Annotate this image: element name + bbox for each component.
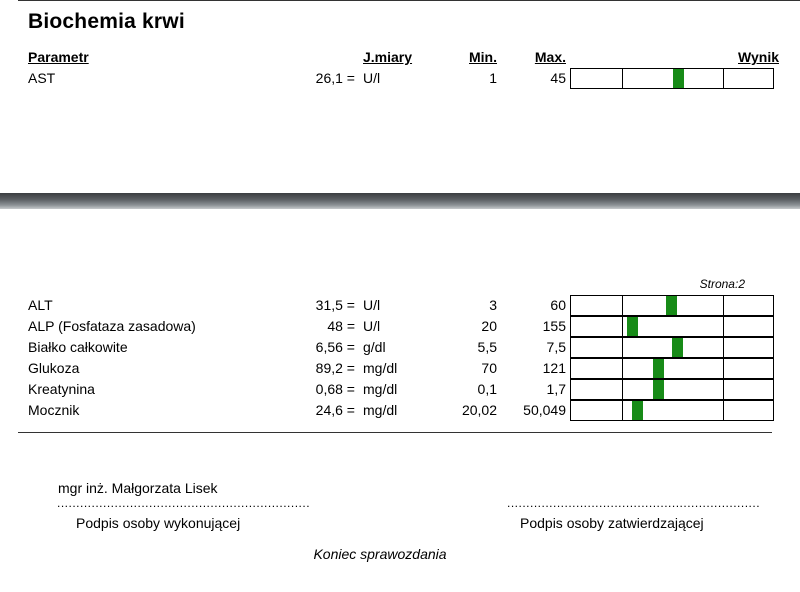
result-range-bar: [570, 358, 774, 379]
report-end: Koniec sprawozdania: [313, 546, 447, 562]
param-min: 1: [489, 70, 497, 86]
param-unit: U/l: [363, 70, 381, 86]
range-divider: [622, 359, 623, 378]
range-divider: [622, 380, 623, 399]
param-unit: U/l: [363, 318, 381, 334]
param-name: ALT: [28, 297, 53, 313]
range-divider: [723, 380, 724, 399]
result-range-bar: [570, 400, 774, 421]
page-separator: [0, 193, 800, 209]
range-divider: [622, 296, 623, 315]
param-min: 3: [489, 297, 497, 313]
approver-signature-line: ..................................................................: [507, 496, 761, 510]
param-value: 26,1 =: [315, 70, 355, 86]
result-marker: [666, 296, 677, 315]
performer-signature-line: ..................................................................: [57, 496, 311, 510]
result-marker: [653, 359, 664, 378]
range-divider: [723, 69, 724, 88]
result-range-bar: [570, 295, 774, 316]
param-name: Białko całkowite: [28, 339, 128, 355]
param-min: 20: [481, 318, 497, 334]
range-divider: [622, 69, 623, 88]
header-max: Max.: [534, 49, 566, 65]
param-name: ALP (Fosfataza zasadowa): [28, 318, 196, 334]
param-name: AST: [28, 70, 56, 86]
param-max: 1,7: [546, 381, 566, 397]
param-max: 7,5: [546, 339, 566, 355]
param-max: 45: [550, 70, 566, 86]
approver-signature-label: Podpis osoby zatwierdzającej: [520, 515, 704, 531]
result-range-bar: [570, 379, 774, 400]
param-max: 155: [542, 318, 566, 334]
range-divider: [622, 401, 623, 420]
range-divider: [622, 317, 623, 336]
header-parameter: Parametr: [28, 49, 89, 65]
range-divider: [622, 338, 623, 357]
report-title: Biochemia krwi: [28, 10, 185, 33]
param-name: Mocznik: [28, 402, 80, 418]
result-marker: [627, 317, 638, 336]
result-range-bar: [570, 316, 774, 337]
range-divider: [723, 359, 724, 378]
page-number: Strona:2: [699, 277, 745, 291]
result-marker: [653, 380, 664, 399]
performer-signature-label: Podpis osoby wykonującej: [76, 515, 241, 531]
result-marker: [673, 69, 684, 88]
param-unit: U/l: [363, 297, 381, 313]
param-name: Kreatynina: [28, 381, 95, 397]
header-result: Wynik: [738, 49, 779, 65]
param-name: Glukoza: [28, 360, 80, 376]
param-max: 121: [542, 360, 566, 376]
param-value: 6,56 =: [315, 339, 355, 355]
performer-name: mgr inż. Małgorzata Lisek: [58, 480, 218, 496]
bottom-rule: [18, 432, 772, 433]
param-min: 20,02: [461, 402, 497, 418]
range-divider: [723, 401, 724, 420]
param-value: 89,2 =: [315, 360, 355, 376]
result-range-bar: [570, 68, 774, 89]
param-value: 48 =: [327, 318, 355, 334]
range-divider: [723, 338, 724, 357]
top-rule: [18, 0, 800, 1]
range-divider: [723, 317, 724, 336]
param-min: 0,1: [477, 381, 497, 397]
param-value: 31,5 =: [315, 297, 355, 313]
result-marker: [632, 401, 643, 420]
range-divider: [723, 296, 724, 315]
result-range-bar: [570, 337, 774, 358]
param-max: 50,049: [523, 402, 566, 418]
result-marker: [672, 338, 683, 357]
param-unit: g/dl: [363, 339, 386, 355]
param-unit: mg/dl: [363, 360, 398, 376]
param-unit: mg/dl: [363, 381, 398, 397]
param-unit: mg/dl: [363, 402, 398, 418]
header-min: Min.: [469, 49, 497, 65]
param-value: 24,6 =: [315, 402, 355, 418]
header-unit: J.miary: [363, 49, 413, 65]
param-min: 70: [481, 360, 497, 376]
param-min: 5,5: [477, 339, 497, 355]
param-max: 60: [550, 297, 566, 313]
param-value: 0,68 =: [315, 381, 355, 397]
